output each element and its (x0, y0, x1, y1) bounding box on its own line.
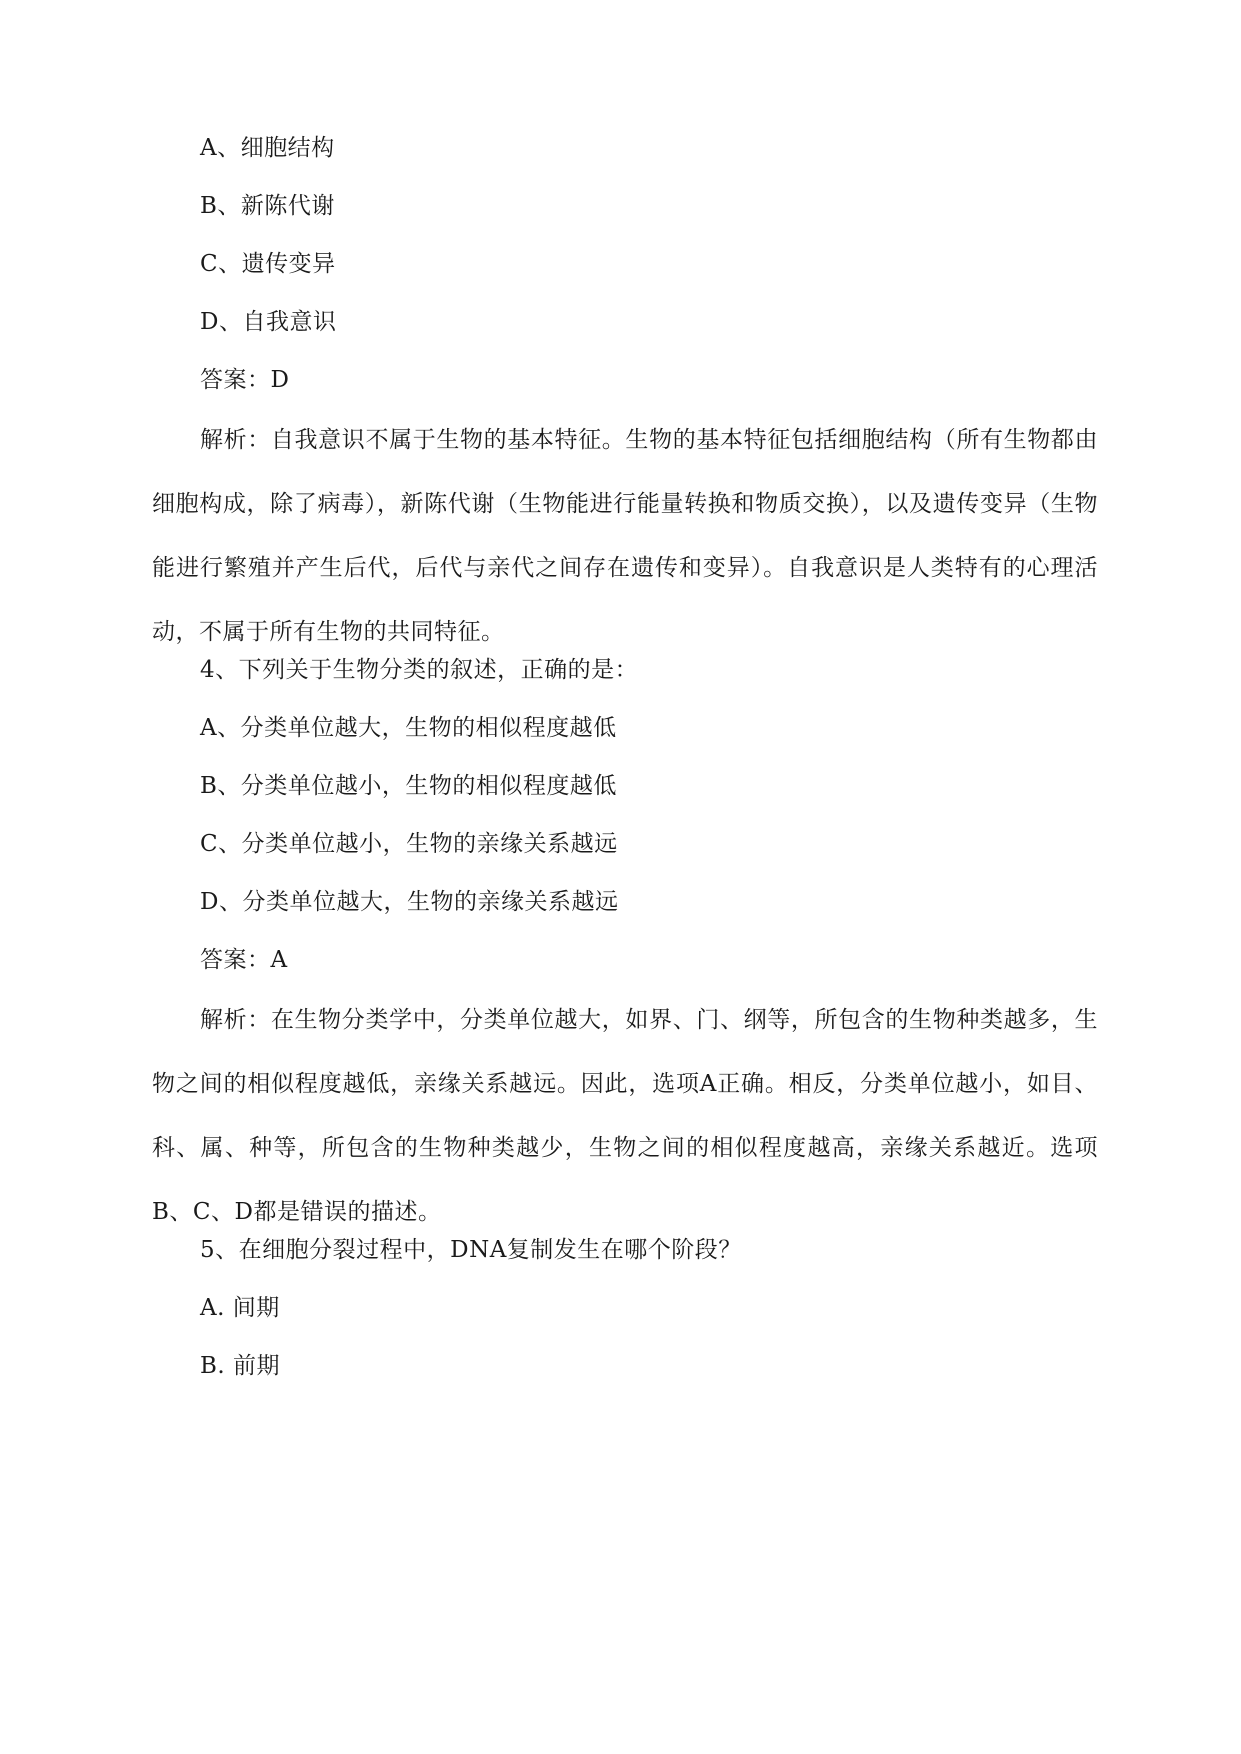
q3-option-a: A、细胞结构 (200, 135, 335, 161)
q4-analysis: 解析：在生物分类学中，分类单位越大，如界、门、纲等，所包含的生物种类越多，生物之间的相似程度越低，亲缘关系越远。因此，选项A正确。相反，分类单位越小，如目、科、属、种等，所包含的生物种类越少，生物之间的相似程度越高，亲缘关系越近。选项B、C、D都是错误的描述。 (152, 1007, 1098, 1225)
q4-option-c: C、分类单位越小，生物的亲缘关系越远 (200, 831, 618, 857)
q5-option-a: A. 间期 (200, 1295, 280, 1321)
q5-question: 5、在细胞分裂过程中，DNA复制发生在哪个阶段？ (200, 1237, 742, 1263)
q3-answer: 答案：D (200, 367, 290, 393)
q3-analysis: 解析：自我意识不属于生物的基本特征。生物的基本特征包括细胞结构（所有生物都由细胞构成，除了病毒），新陈代谢（生物能进行能量转换和物质交换），以及遗传变异（生物能进行繁殖并产生后代，后代与亲代之间存在遗传和变异）。自我意识是人类特有的心理活动，不属于所有生物的共同特征。 (152, 427, 1098, 645)
q3-option-b: B、新陈代谢 (200, 193, 335, 219)
q4-option-d: D、分类单位越大，生物的亲缘关系越远 (200, 889, 619, 915)
q4-question: 4、下列关于生物分类的叙述，正确的是： (200, 657, 639, 683)
q3-option-c: C、遗传变异 (200, 251, 336, 277)
q3-option-d: D、自我意识 (200, 309, 337, 335)
q4-option-a: A、分类单位越大，生物的相似程度越低 (200, 715, 617, 741)
q4-option-b: B、分类单位越小，生物的相似程度越低 (200, 773, 617, 799)
q4-answer: 答案：A (200, 947, 288, 973)
q5-option-b: B. 前期 (200, 1353, 281, 1379)
